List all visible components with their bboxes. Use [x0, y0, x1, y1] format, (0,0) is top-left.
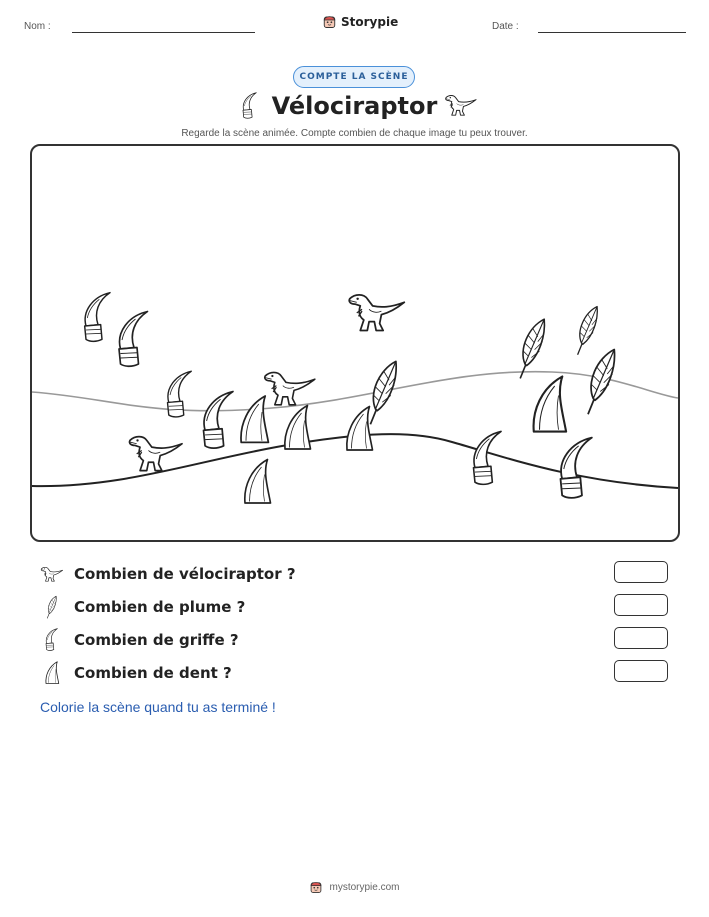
velociraptor-icon: [444, 92, 478, 118]
claw-icon: [40, 628, 64, 652]
activity-badge: COMPTE LA SCÈNE: [293, 66, 415, 88]
storypie-mascot-icon: [309, 880, 323, 894]
question-text: Combien de dent ?: [74, 664, 232, 682]
tooth-icon: [282, 402, 312, 454]
answer-box[interactable]: [614, 627, 668, 649]
tooth-icon: [242, 456, 272, 508]
claw-icon: [546, 436, 608, 502]
page-title: Vélociraptor: [271, 92, 438, 120]
storypie-logo: [322, 14, 398, 29]
feather-icon: [40, 595, 64, 619]
answer-box[interactable]: [614, 660, 668, 682]
instruction-text: Regarde la scène animée. Compte combien de chaque image tu peux trouver.: [181, 128, 528, 139]
tooth-icon: [40, 661, 64, 685]
footer: [0, 880, 709, 894]
velociraptor-icon: [346, 290, 408, 334]
feather-icon: [514, 316, 552, 380]
name-label: Nom :: [24, 21, 51, 32]
answer-box[interactable]: [614, 594, 668, 616]
question-row: [40, 561, 670, 587]
answer-box[interactable]: [614, 561, 668, 583]
storypie-mascot-icon: [322, 14, 337, 29]
question-row: [40, 660, 670, 686]
question-text: Combien de plume ?: [74, 598, 246, 616]
question-text: Combien de griffe ?: [74, 631, 239, 649]
date-line[interactable]: [538, 32, 686, 33]
claw-icon: [194, 390, 244, 452]
claw-icon: [108, 310, 160, 370]
counting-scene: [30, 144, 680, 542]
coloring-instruction: Colorie la scène quand tu as terminé !: [40, 699, 276, 715]
question-row: [40, 627, 670, 653]
question-text: Combien de vélociraptor ?: [74, 565, 296, 583]
claw-icon: [462, 430, 514, 488]
question-row: [40, 594, 670, 620]
velociraptor-icon: [262, 368, 318, 408]
velociraptor-icon: [40, 562, 64, 586]
brand-name: Storypie: [341, 14, 399, 29]
velociraptor-icon: [126, 432, 186, 474]
tooth-icon: [530, 372, 568, 438]
feather-icon: [580, 346, 624, 416]
date-label: Date :: [492, 21, 519, 32]
name-line[interactable]: [72, 32, 255, 33]
footer-url[interactable]: mystorypie.com: [329, 881, 400, 893]
feather-icon: [366, 358, 402, 426]
